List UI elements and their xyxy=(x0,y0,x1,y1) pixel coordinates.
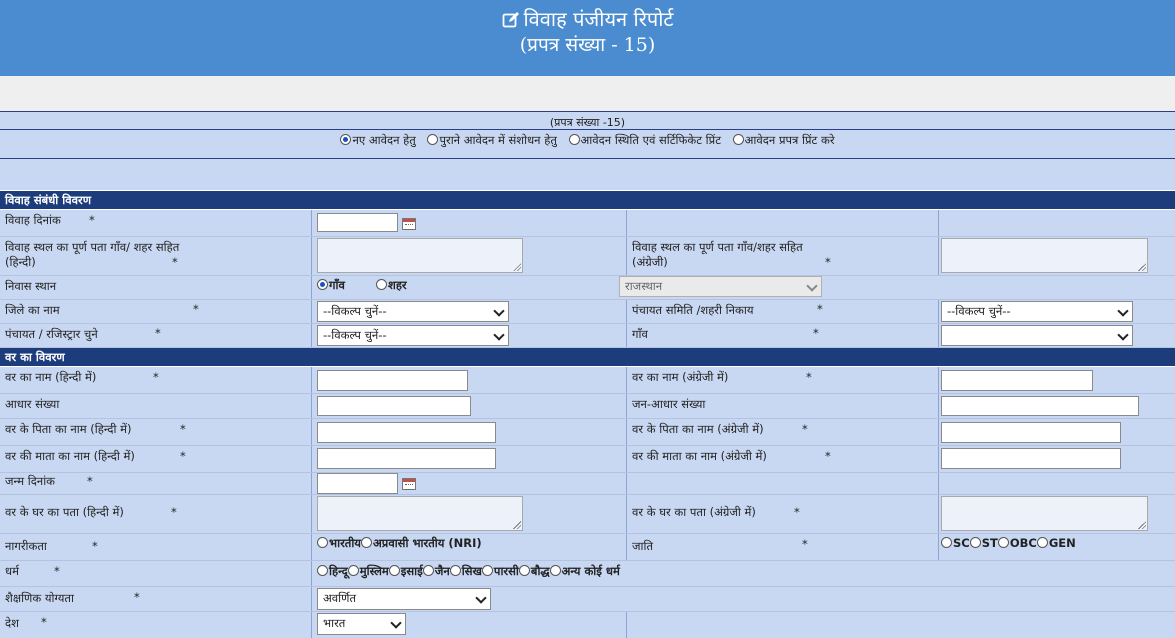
marriage-section-header: विवाह संबंधी विवरण xyxy=(0,191,1175,209)
country-row: देश * भारत xyxy=(0,612,1175,638)
divider xyxy=(0,129,1175,130)
caste-sc-option[interactable]: SC xyxy=(941,536,970,550)
panchayat-samiti-label: पंचायत समिति /शहरी निकाय xyxy=(632,303,754,317)
page-subtitle: (प्रपत्र संख्या - 15) xyxy=(519,34,656,56)
divider xyxy=(0,158,1175,159)
groom-name-english-label: वर का नाम (अंग्रेजी में) xyxy=(632,370,729,384)
marriage-place-english-label: विवाह स्थल का पूर्ण पता गाँव/शहर सहित (अंग्रेजी) xyxy=(632,240,803,269)
marriage-date-row: विवाह दिनांक * xyxy=(0,210,1175,237)
radio[interactable] xyxy=(970,537,981,548)
groom-mother-english-label: वर की माता का नाम (अंग्रेजी में) xyxy=(632,449,767,463)
religion-christian-option[interactable]: इसाई xyxy=(389,564,423,578)
chevron-down-icon xyxy=(493,305,504,316)
residence-village-option[interactable]: गाँव xyxy=(317,278,345,293)
marriage-place-row: विवाह स्थल का पूर्ण पता गाँव/ शहर सहित (हिन्दी) * विवाह स्थल का पूर्ण पता गाँव/शहर सहित (अंग्रेजी) * xyxy=(0,237,1175,276)
citizenship-row: नागरीकता * भारतीय अप्रवासी भारतीय (NRI) जाति * SC ST OBC GEN xyxy=(0,534,1175,561)
caste-gen-option[interactable]: GEN xyxy=(1037,536,1076,550)
radio[interactable] xyxy=(389,565,400,576)
chevron-down-icon xyxy=(390,617,401,628)
calendar-icon[interactable] xyxy=(402,218,416,230)
chevron-down-icon xyxy=(806,280,817,291)
jan-aadhaar-input[interactable] xyxy=(941,396,1139,416)
radio[interactable] xyxy=(361,537,372,548)
groom-father-hindi-label: वर के पिता का नाम (हिन्दी में) xyxy=(5,422,132,436)
groom-mother-hindi-input[interactable] xyxy=(317,448,496,469)
residence-label: निवास स्थान xyxy=(5,279,57,293)
groom-name-hindi-label: वर का नाम (हिन्दी में) xyxy=(5,370,97,384)
religion-options xyxy=(317,564,620,579)
panchayat-row: पंचायत / रजिस्ट्रार चुने * --विकल्प चुनें-- गाँव * xyxy=(0,324,1175,348)
chevron-down-icon xyxy=(493,329,504,340)
groom-father-hindi-input[interactable] xyxy=(317,422,496,443)
radio[interactable] xyxy=(348,565,359,576)
religion-label: धर्म xyxy=(5,564,19,578)
groom-mother-english-input[interactable] xyxy=(941,448,1121,469)
residence-row xyxy=(0,276,1175,300)
mode-status-certificate[interactable]: आवेदन स्थिति एवं सर्टिफिकेट प्रिंट xyxy=(569,133,721,147)
citizenship-label: नागरीकता xyxy=(5,539,47,553)
country-label: देश xyxy=(5,616,19,630)
radio[interactable] xyxy=(998,537,1009,548)
groom-address-hindi-label: वर के घर का पता (हिन्दी में) xyxy=(5,505,124,519)
radio[interactable] xyxy=(550,565,561,576)
marriage-date-input[interactable] xyxy=(317,213,398,232)
religion-sikh-option[interactable]: सिख xyxy=(450,564,482,578)
mode-selector-panel xyxy=(0,111,1175,190)
residence-city-option[interactable]: शहर xyxy=(376,278,407,293)
religion-row: धर्म * हिन्दू मुस्लिम इसाई जैन सिख पारसी बौद्ध अन्य कोई धर्म xyxy=(0,561,1175,587)
radio-selected[interactable] xyxy=(317,279,328,290)
mode-radio-group xyxy=(0,133,1175,148)
radio[interactable] xyxy=(376,279,387,290)
village-select[interactable] xyxy=(941,325,1133,346)
education-label: शैक्षणिक योग्यता xyxy=(5,591,74,605)
caste-obc-option[interactable]: OBC xyxy=(998,536,1037,550)
religion-parsi-option[interactable]: पारसी xyxy=(482,564,519,578)
religion-jain-option[interactable]: जैन xyxy=(423,564,450,578)
citizenship-nri-option[interactable]: अप्रवासी भारतीय (NRI) xyxy=(361,536,482,550)
religion-muslim-option[interactable]: मुस्लिम xyxy=(348,564,389,578)
chevron-down-icon xyxy=(1117,329,1128,340)
radio[interactable] xyxy=(569,134,580,145)
marriage-place-hindi-textarea[interactable] xyxy=(317,238,523,273)
groom-father-row: वर के पिता का नाम (हिन्दी में) * वर के पिता का नाम (अंग्रेजी में) * xyxy=(0,419,1175,446)
mode-print-form[interactable]: आवेदन प्रपत्र प्रिंट करे xyxy=(733,133,835,147)
groom-address-row: वर के घर का पता (हिन्दी में) * वर के घर का पता (अंग्रेजी में) * xyxy=(0,495,1175,534)
radio[interactable] xyxy=(733,134,744,145)
panchayat-select[interactable]: --विकल्प चुनें-- xyxy=(317,325,509,346)
religion-other-option[interactable]: अन्य कोई धर्म xyxy=(550,564,620,578)
groom-father-english-label: वर के पिता का नाम (अंग्रेजी में) xyxy=(632,422,764,436)
page-title-line xyxy=(0,6,1175,32)
caste-st-option[interactable]: ST xyxy=(970,536,998,550)
radio[interactable] xyxy=(317,565,328,576)
groom-mother-row: वर की माता का नाम (हिन्दी में) * वर की माता का नाम (अंग्रेजी में) * xyxy=(0,446,1175,473)
marriage-place-english-textarea[interactable] xyxy=(941,238,1148,273)
education-select[interactable]: अवर्णित xyxy=(317,588,491,610)
groom-name-row: वर का नाम (हिन्दी में) * वर का नाम (अंग्रेजी में) * xyxy=(0,367,1175,394)
chevron-down-icon xyxy=(475,592,486,603)
groom-mother-hindi-label: वर की माता का नाम (हिन्दी में) xyxy=(5,449,135,463)
mode-new-application[interactable]: नए आवेदन हेतु xyxy=(340,133,415,147)
groom-dob-input[interactable] xyxy=(317,473,398,494)
district-label: जिले का नाम xyxy=(5,303,60,317)
page-title: विवाह पंजीयन रिपोर्ट xyxy=(523,7,674,31)
panchayat-samiti-select[interactable]: --विकल्प चुनें-- xyxy=(941,301,1133,322)
radio-selected[interactable] xyxy=(340,134,351,145)
radio[interactable] xyxy=(450,565,461,576)
page-header xyxy=(0,0,1175,76)
groom-name-english-input[interactable] xyxy=(941,370,1093,391)
aadhaar-label: आधार संख्या xyxy=(5,397,60,411)
panchayat-label: पंचायत / रजिस्ट्रार चुने xyxy=(5,327,98,341)
radio[interactable] xyxy=(317,537,328,548)
chevron-down-icon xyxy=(1117,305,1128,316)
calendar-icon[interactable] xyxy=(402,478,416,490)
caste-label: जाति xyxy=(632,539,654,553)
religion-buddhist-option[interactable]: बौद्ध xyxy=(519,564,550,578)
marriage-place-hindi-label: विवाह स्थल का पूर्ण पता गाँव/ शहर सहित (हिन्दी) xyxy=(5,240,180,269)
radio[interactable] xyxy=(519,565,530,576)
groom-address-english-textarea[interactable] xyxy=(941,496,1148,531)
mode-modify-application[interactable]: पुराने आवेदन में संशोधन हेतु xyxy=(427,133,556,147)
form-number-label: (प्रपत्र संख्या -15) xyxy=(549,116,626,129)
groom-father-english-input[interactable] xyxy=(941,422,1121,443)
edit-icon xyxy=(502,11,520,29)
jan-aadhaar-label: जन-आधार संख्या xyxy=(632,397,706,411)
aadhaar-row xyxy=(0,394,1175,419)
aadhaar-input[interactable] xyxy=(317,396,471,416)
groom-dob-label: जन्म दिनांक xyxy=(5,474,56,488)
header-gap xyxy=(0,76,1175,111)
radio[interactable] xyxy=(941,537,952,548)
groom-address-english-label: वर के घर का पता (अंग्रेजी में) xyxy=(632,505,756,519)
radio[interactable] xyxy=(482,565,493,576)
caste-options xyxy=(941,536,1076,550)
groom-dob-row: जन्म दिनांक * xyxy=(0,473,1175,495)
district-row: जिले का नाम * --विकल्प चुनें-- पंचायत समिति /शहरी निकाय * --विकल्प चुनें-- xyxy=(0,300,1175,324)
radio[interactable] xyxy=(427,134,438,145)
marriage-date-label: विवाह दिनांक xyxy=(5,213,61,227)
state-select: राजस्थान xyxy=(619,276,822,297)
radio[interactable] xyxy=(1037,537,1048,548)
district-select[interactable]: --विकल्प चुनें-- xyxy=(317,301,509,322)
citizenship-options xyxy=(317,536,482,551)
religion-hindu-option[interactable]: हिन्दू xyxy=(317,564,348,578)
country-select[interactable]: भारत xyxy=(317,613,406,635)
village-label: गाँव xyxy=(632,327,648,341)
education-row: शैक्षणिक योग्यता * अवर्णित xyxy=(0,587,1175,612)
groom-section-header: वर का विवरण xyxy=(0,348,1175,366)
groom-address-hindi-textarea[interactable] xyxy=(317,496,523,531)
radio[interactable] xyxy=(423,565,434,576)
citizenship-indian-option[interactable]: भारतीय xyxy=(317,536,361,550)
groom-name-hindi-input[interactable] xyxy=(317,370,468,391)
